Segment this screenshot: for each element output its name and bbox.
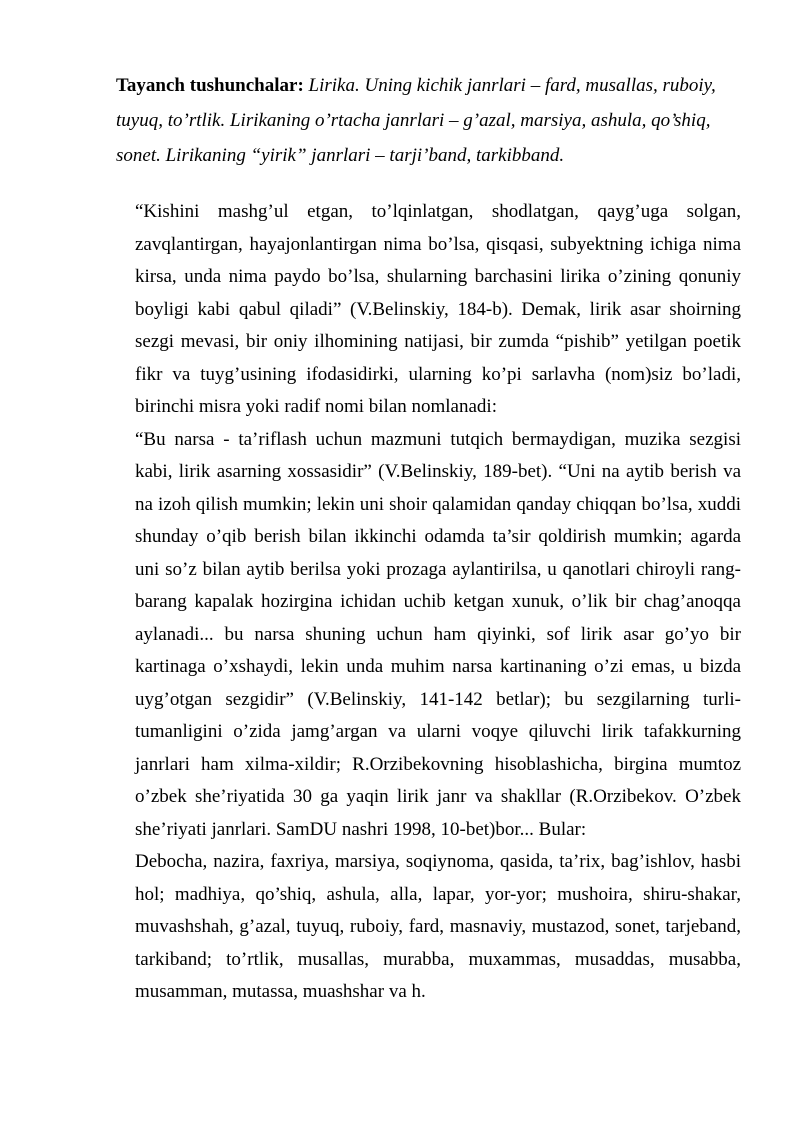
paragraph-genre-list: Debocha, nazira, faxriya, marsiya, soqiynoma, qasida, ta’rix, bag’ishlov, hasbi hol; madhiya, qo’shiq, ashula, alla, lapar, yor-yor; mushoira, shiru-shakar, muvashshah, g’azal, tuyuq, ruboiy, fard, masnaviy, mustazod, sonet, tarjeband, tarkiband; to’rtlik, musallas, murabba, muxammas, musaddas, musabba, musamman, mutassa, muashshar va h. [135, 851, 741, 1002]
paragraph-lyric-property: “Bu narsa - ta’riflash uchun mazmuni tutqich bermaydigan, muzika sezgisi kabi, lirik asarning xossasidir” (V.Belinskiy, 189-bet). “Uni na aytib berish va na izoh qilish mumkin; lekin uni shoir qalamidan qanday chiqqan bo’lsa, xuddi shunday o’qib berish bilan ikkinchi odamda ta’sir qoldirish mumkin; agarda uni so’z bilan aytib berilsa yoki prozaga aylantirilsa, u qanotlari chiroyli rang-barang kapalak hozirgina ichidan uchib ketgan xunuk, o’lik bir chag’anoqqa aylanadi... bu narsa shuning uchun ham qiyinki, sof lirik asar go’yo bir kartinaga o’xshaydi, lekin unda muhim narsa kartinaning o’zi emas, u bizda uyg’otgan sezgidir” (V.Belinskiy, 141-142 betlar); bu sezgilarning turli-tumanligini o’zida jamg’argan va ularni voqye qiluvchi lirik tafakkurning janrlari ham xilma-xildir; R.Orzibekovning hisoblashicha, birgina mumtoz o’zbek she’riyatida 30 ga yaqin lirik janr va shakllar (R.Orzibekov. O’zbek she’riyati janrlari. SamDU nashri 1998, 10-bet)bor... Bular: [135, 428, 741, 840]
paragraph-belinskiy-quote: “Kishini mashg’ul etgan, to’lqinlatgan, shodlatgan, qayg’uga solgan, zavqlantirgan, hayajonlantirgan nima bo’lsa, qisqasi, subyektning ichiga nima kirsa, unda nima paydo bo’lsa, shularning barchasini lirika o’zining qonuniy boyligi kabi qabul qiladi” (V.Belinskiy, 184-b). Demak, lirik asar shoirning sezgi mevasi, bir oniy ilhomining natijasi, bir zumda “pishib” yetilgan poetik fikr va tuyg’usining ifodasidirki, ularning ko’pi sarlavha (nom)siz bo’ladi, birinchi misra yoki radif nomi bilan nomlanadi: [135, 201, 741, 417]
key-concepts-block [116, 68, 726, 173]
key-concepts-label: Tayanch tushunchalar: [116, 75, 304, 96]
key-concepts-terms: Lirika. Uning kichik janrlari – fard, musallas, ruboiy, tuyuq, to’rtlik. Lirikaning o’rtacha janrlari – g’azal, marsiya, ashula, qo’shiq, sonet. Lirikaning “yirik” janrlari – tarji’band, tarkibband. [116, 75, 716, 166]
body-text [135, 196, 741, 1009]
